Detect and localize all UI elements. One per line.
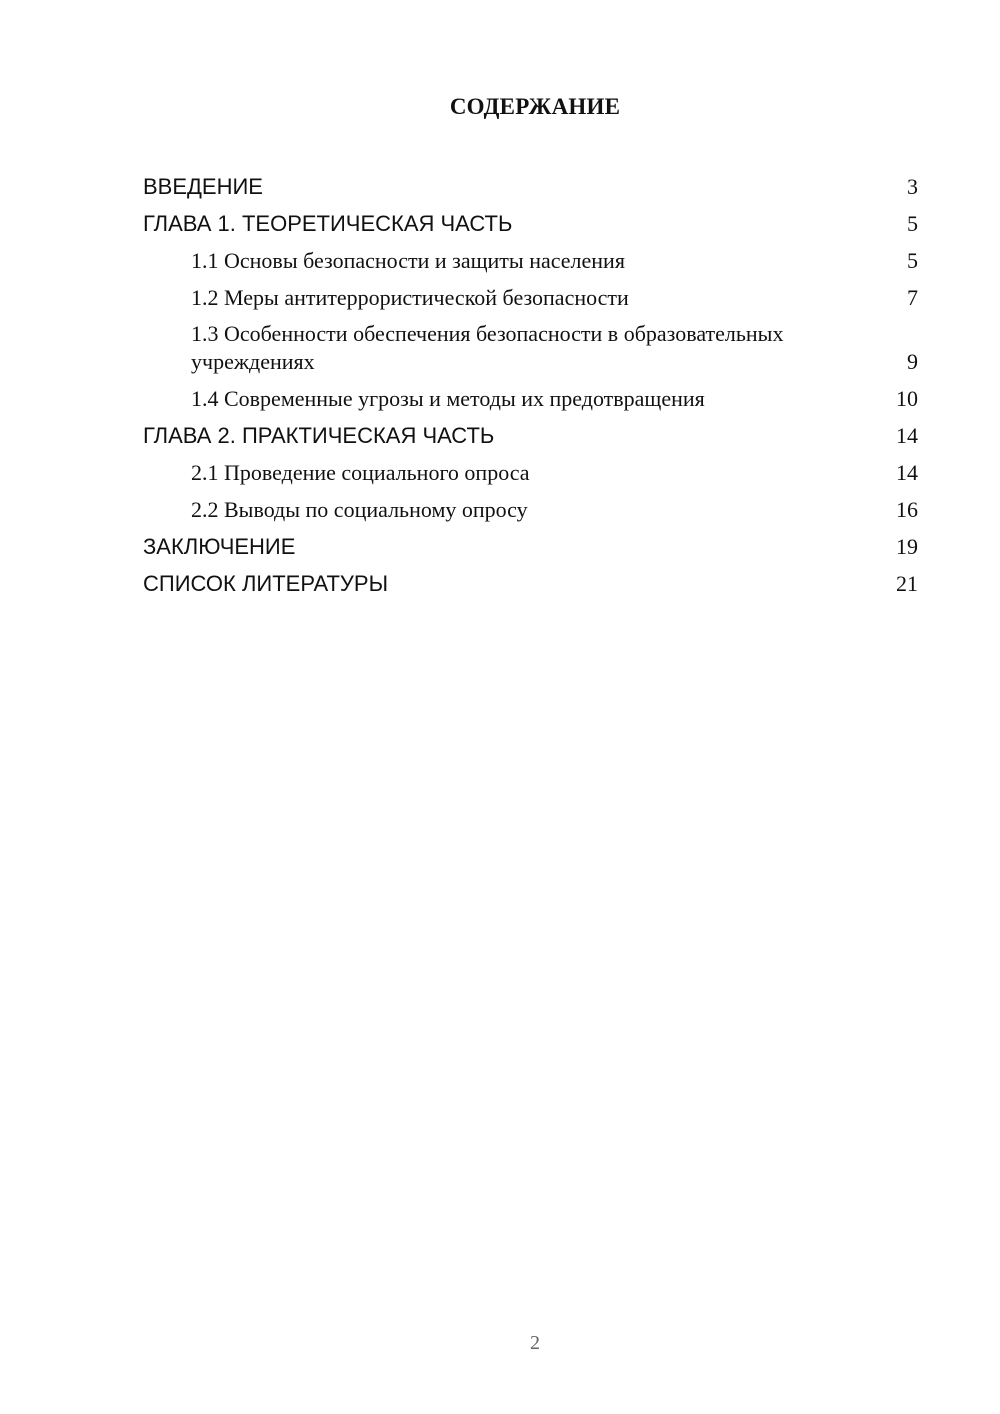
toc-entry-text: ГЛАВА 2. ПРАКТИЧЕСКАЯ ЧАСТЬ xyxy=(143,423,495,448)
toc-entry-text: 2.2 Выводы по социальному опросу xyxy=(191,497,528,522)
toc-entry-page: 14 xyxy=(896,460,918,485)
toc-entry-section-1-3[interactable] xyxy=(143,316,918,380)
toc-entry-page: 19 xyxy=(896,534,918,559)
page-title: СОДЕРЖАНИЕ xyxy=(449,94,621,119)
toc-entry-text: 1.4 Современные угрозы и методы их предотвращения xyxy=(191,386,705,411)
toc-entry-conclusion[interactable] xyxy=(143,528,918,565)
toc-entry-references[interactable] xyxy=(143,565,918,602)
toc-entry-page: 7 xyxy=(907,285,918,310)
toc-entry-page: 5 xyxy=(907,248,918,273)
toc-entry-page: 5 xyxy=(907,211,918,236)
toc-entry-page: 14 xyxy=(896,423,918,448)
toc-entry-text: 1.3 Особенности обеспечения безопасности в образовательных учреждениях xyxy=(191,321,784,374)
toc-entry-section-1-1[interactable] xyxy=(143,242,918,279)
toc-entry-text: ГЛАВА 1. ТЕОРЕТИЧЕСКАЯ ЧАСТЬ xyxy=(143,211,513,236)
toc-entry-text: СПИСОК ЛИТЕРАТУРЫ xyxy=(143,571,389,596)
toc-entry-section-2-2[interactable] xyxy=(143,491,918,528)
toc-entry-text: ВВЕДЕНИЕ xyxy=(143,174,263,199)
toc-entry-text: 2.1 Проведение социального опроса xyxy=(191,460,530,485)
toc-entry-text: 1.1 Основы безопасности и защиты населения xyxy=(191,248,625,273)
toc-entry-page: 10 xyxy=(896,386,918,411)
toc-entry-text: ЗАКЛЮЧЕНИЕ xyxy=(143,534,296,559)
toc-entry-page: 21 xyxy=(896,571,918,596)
table-of-contents xyxy=(143,168,918,602)
toc-entry-section-1-4[interactable] xyxy=(143,380,918,417)
toc-entry-chapter-1[interactable] xyxy=(143,205,918,242)
toc-entry-page: 3 xyxy=(907,174,918,199)
toc-entry-text: 1.2 Меры антитеррористической безопасности xyxy=(191,285,629,310)
toc-entry-section-2-1[interactable] xyxy=(143,454,918,491)
toc-entry-introduction[interactable] xyxy=(143,168,918,205)
page-number: 2 xyxy=(530,1332,540,1354)
toc-entry-page: 16 xyxy=(896,497,918,522)
toc-entry-chapter-2[interactable] xyxy=(143,417,918,454)
toc-entry-page: 9 xyxy=(907,349,918,374)
toc-entry-section-1-2[interactable] xyxy=(143,279,918,316)
